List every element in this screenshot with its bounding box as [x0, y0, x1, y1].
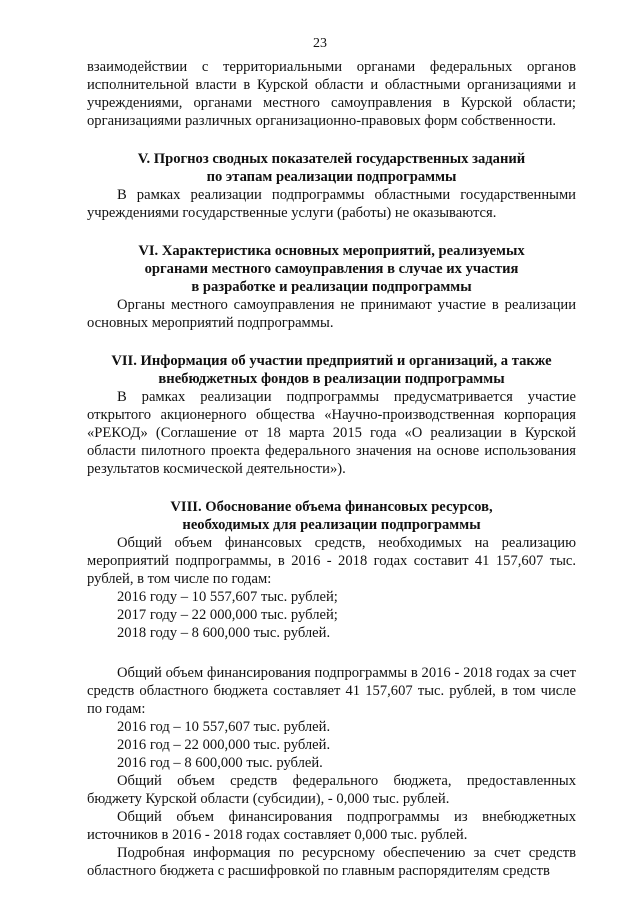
- years-list-a: [87, 588, 576, 642]
- section-6: [87, 242, 576, 332]
- list-item: 2016 год – 10 557,607 тыс. рублей.: [117, 719, 331, 735]
- section-5-heading-line-1: V. Прогноз сводных показателей государственных заданий: [137, 151, 526, 167]
- section-8: [87, 498, 576, 880]
- section-5: [87, 150, 576, 222]
- section-5-heading-line-2: по этапам реализации подпрограммы: [206, 169, 457, 185]
- list-item: 2018 году – 8 600,000 тыс. рублей.: [117, 625, 331, 641]
- section-8-regional-text: Общий объем финансирования подпрограммы в 2016 - 2018 годах за счет средств областного бюджета составляет 41 157,607 тыс. рублей, в том числе по годам:: [87, 665, 576, 717]
- list-item: 2016 год – 22 000,000 тыс. рублей.: [117, 737, 331, 753]
- section-8-heading-line-2: необходимых для реализации подпрограммы: [182, 517, 481, 533]
- document-body: [87, 58, 576, 880]
- section-7-heading-line-1: VII. Информация об участии предприятий и организаций, а также: [111, 353, 552, 369]
- intro-paragraph: взаимодействии с территориальными органами федеральных органов исполнительной власти в Курской области и областными организациями и учреждениями, органами местного самоуправления в Курской области; организациями различных организационно-правовых форм собственности.: [87, 59, 576, 129]
- section-8-total-text: Общий объем финансовых средств, необходимых на реализацию мероприятий подпрограммы, в 2016 - 2018 годах составит 41 157,607 тыс. рублей, в том числе по годам:: [87, 535, 576, 587]
- section-8-federal-text: Общий объем средств федерального бюджета, предоставленных бюджету Курской области (субсидии), - 0,000 тыс. рублей.: [87, 773, 576, 807]
- section-7: [87, 352, 576, 478]
- section-7-text: В рамках реализации подпрограммы предусматривается участие открытого акционерного общества «Научно-производственная корпорация «РЕКОД» (Соглашение от 18 марта 2015 года «О реализации в Курской области пилотного проекта федерального значения на основе использования результатов космической деятельности»).: [87, 389, 576, 477]
- section-6-heading-line-2: органами местного самоуправления в случае их участия: [144, 261, 519, 277]
- section-5-text: В рамках реализации подпрограммы областными государственными учреждениями государственные услуги (работы) не оказываются.: [87, 187, 576, 221]
- section-6-text: Органы местного самоуправления не принимают участие в реализации основных мероприятий подпрограммы.: [87, 297, 576, 331]
- list-item: 2016 году – 10 557,607 тыс. рублей;: [117, 589, 338, 605]
- section-8-heading-line-1: VIII. Обоснование объема финансовых ресурсов,: [170, 499, 493, 515]
- section-7-heading-line-2: внебюджетных фондов в реализации подпрограммы: [158, 371, 505, 387]
- section-6-heading-line-3: в разработке и реализации подпрограммы: [191, 279, 472, 295]
- list-item: 2017 году – 22 000,000 тыс. рублей;: [117, 607, 338, 623]
- years-list-b: [87, 718, 576, 772]
- section-8-detail-text: Подробная информация по ресурсному обеспечению за счет средств областного бюджета с расшифровкой по главным распорядителям средств: [87, 845, 576, 879]
- section-6-heading-line-1: VI. Характеристика основных мероприятий, реализуемых: [138, 243, 525, 259]
- section-8-extrabudget-text: Общий объем финансирования подпрограммы из внебюджетных источников в 2016 - 2018 годах составляет 0,000 тыс. рублей.: [87, 809, 576, 843]
- list-item: 2016 год – 8 600,000 тыс. рублей.: [117, 755, 323, 771]
- page-number: 23: [313, 36, 327, 51]
